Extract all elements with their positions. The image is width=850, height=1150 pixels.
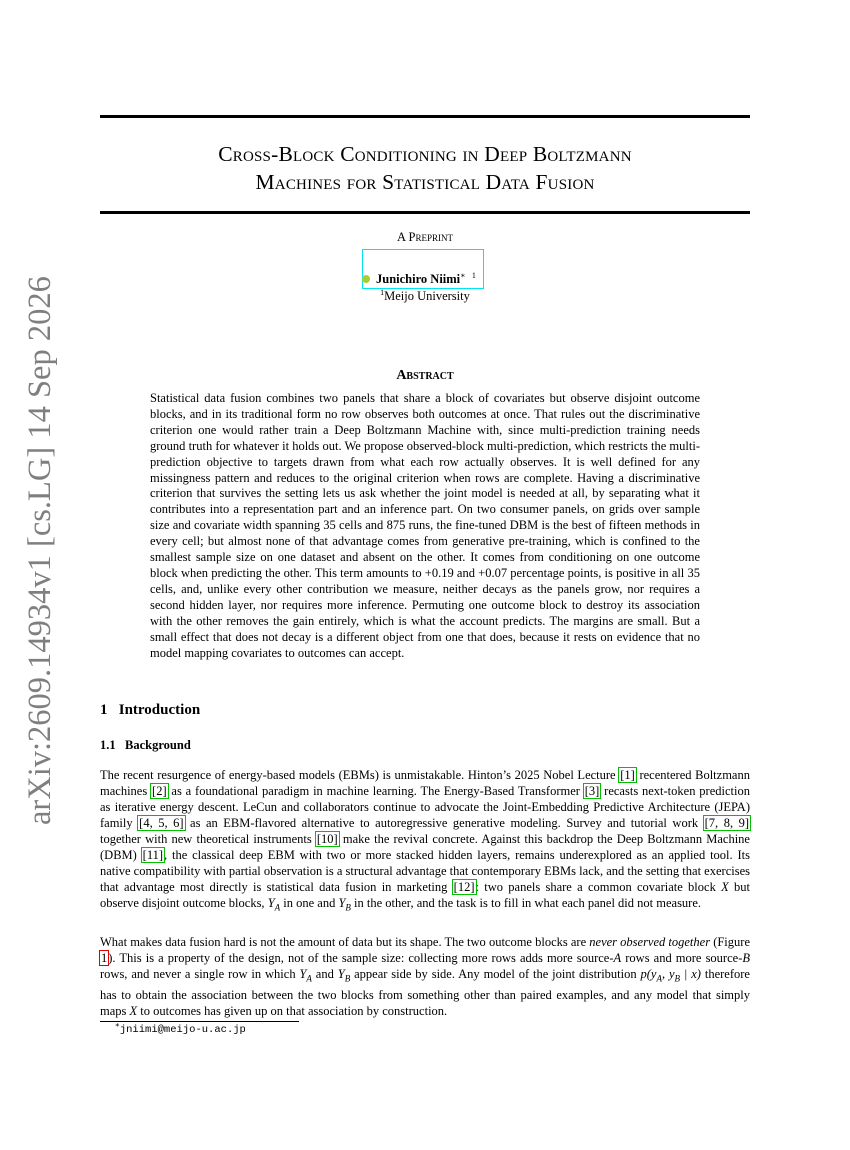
math-symbol: Y <box>267 896 275 910</box>
math-symbol: Y <box>338 896 346 910</box>
text-span: recentered Boltzmann machines <box>100 768 750 798</box>
paragraph-data-fusion <box>100 934 750 1019</box>
citation-link[interactable]: [2] <box>152 784 167 798</box>
affiliation-name: Meijo University <box>384 289 470 303</box>
math-symbol: A <box>613 951 622 965</box>
math-subscript: A <box>274 902 281 913</box>
text-span: What makes data fusion hard is not the amount of data but its shape. The two outcome blocks are <box>100 935 590 949</box>
text-span: The recent resurgence of energy-based models (EBMs) is unmistakable. Hinton’s 2025 Nobel Lecture <box>100 768 620 782</box>
text-span: therefore has to obtain the association between the two blocks from something other than paired examples, and any model that simply maps <box>100 967 750 1018</box>
text-span: (Figure <box>710 935 750 949</box>
citation-link[interactable]: [10] <box>316 832 338 846</box>
title-line-1: Cross-Block Conditioning in Deep Boltzmann <box>218 142 632 166</box>
text-span: as an EBM-flavored alternative to autoregressive generative modeling. Survey and tutorial work <box>184 816 704 830</box>
subsection-heading-background: 1.1 Background <box>100 738 191 752</box>
text-span: and <box>311 967 338 981</box>
section-heading-introduction: 1 Introduction <box>100 702 201 718</box>
text-span: as a foundational paradigm in machine learning. The Energy-Based Transformer <box>167 784 584 798</box>
paper-title <box>100 140 750 196</box>
citation-link[interactable]: [11] <box>142 848 164 862</box>
text-span: ). This is a property of the design, not of the sample size: collecting more rows adds more source- <box>108 951 614 965</box>
orcid-icon[interactable] <box>362 275 370 283</box>
text-span: , the classical deep EBM with two or more stacked hidden layers, remains underexplored as an applied tool. Its native compatibility with partial observation is a structural advantage that contemporary EBMs lack, and the setting that exercises that advantage most directly is statistical data fusion in marketing <box>100 848 750 894</box>
author-line <box>362 272 476 287</box>
author-affiliation-number: 1 <box>471 270 476 280</box>
title-line-2: Machines for Statistical Data Fusion <box>255 170 595 194</box>
math-symbol: X <box>129 1003 138 1018</box>
math-subscript: A <box>306 973 312 984</box>
text-span: in one and <box>280 896 339 910</box>
text-span: make the revival concrete. Against this backdrop the Deep Boltzmann Machine (DBM) <box>100 832 750 862</box>
top-rule <box>100 115 750 118</box>
abstract-heading: Abstract <box>396 368 454 383</box>
citation-link[interactable]: [1] <box>620 768 635 782</box>
math-expression: , y <box>661 967 675 981</box>
text-span: recasts next-token prediction as iterative energy descent. LeCun and collaborators continue to advocate the Joint-Embedding Predictive Architecture (JEPA) family <box>100 784 750 830</box>
text-span: in the other, and the task is to fill in what each panel did not measure. <box>350 896 702 910</box>
math-subscript: B <box>344 973 351 984</box>
math-symbol: Y <box>299 967 307 981</box>
abstract-body: Statistical data fusion combines two panels that share a block of covariates but observe disjoint outcome blocks, and in its traditional form no row observes both outcomes at once. That rules out the discriminative criterion one would rather train a Deep Boltzmann Machine with, since multi-prediction training needs ground truth for whatever it holds out. We propose observed-block multi-prediction, which restricts the multi-prediction objective to targets drawn from what each row actually observes. It is well defined for any missingness pattern and reduces to the original criterion when rows are complete. Having a discriminative criterion that survives the setting lets us ask whether the joint model is needed at all, by separating what it contributes into a representation part and an inference part. On two consumer panels, on grids over sample size and covariate width spanning 35 cells and 875 runs, the fine-tuned DBM is the best of fifteen methods in every cell; but almost none of that advantage comes from generative pre-training, which is confined to the smallest sample size on one dataset and absent on the other. It comes from conditioning on one outcome block when predicting the other. This term amounts to +0.19 and +0.07 percentage points, is positive in all 35 cells, and, unlike every other contribution we measure, neither decays as the panels grow, nor requires a second hidden layer, nor requires more inference. Permuting one outcome block to destroy its association with the other removes the gain entirely, which is what the account predicts. The margins are small. But a small effect that does not decay is a different object from one that does, because it rests on evidence that no model mapping covariates to outcomes can accept. <box>150 391 700 660</box>
paragraph-background <box>100 767 750 916</box>
emphasis-text: never observed together <box>589 935 711 949</box>
math-expression: | x) <box>680 967 701 981</box>
math-subscript: A <box>656 973 662 984</box>
footnote <box>115 1021 246 1036</box>
math-symbol: B <box>742 951 750 965</box>
author-name[interactable]: Junichiro Niimi <box>376 272 461 286</box>
arxiv-identifier: arXiv:2609.14934v1 [cs.LG] 14 Sep 2026 <box>22 276 58 825</box>
title-bottom-rule <box>100 211 750 214</box>
text-span: appear side by side. Any model of the joint distribution <box>350 967 641 981</box>
text-span: together with new theoretical instruments <box>100 832 316 846</box>
preprint-label: A Preprint <box>397 230 453 244</box>
footnote-mark: ∗ <box>115 1021 120 1031</box>
math-symbol: X <box>721 880 729 894</box>
text-span: but observe disjoint outcome blocks, <box>100 880 750 910</box>
math-symbol: Y <box>337 967 345 981</box>
affiliation <box>100 289 750 304</box>
citation-link[interactable]: [3] <box>584 784 600 798</box>
figure-reference-link[interactable]: 1 <box>101 951 108 965</box>
citation-link[interactable]: [12] <box>453 880 475 894</box>
math-subscript: B <box>345 902 351 913</box>
author-footnote-mark: ∗ <box>460 270 466 280</box>
text-span: : two panels share a common covariate block <box>475 880 722 894</box>
text-span: rows, and never a single row in which <box>100 967 300 981</box>
affiliation-number: 1 <box>380 287 385 297</box>
footnote-email[interactable]: jniimi@meijo-u.ac.jp <box>119 1024 246 1036</box>
citation-link[interactable]: [7, 8, 9] <box>704 816 749 830</box>
math-subscript: B <box>674 973 681 984</box>
text-span: to outcomes has given up on that association by construction. <box>137 1003 448 1018</box>
citation-link[interactable]: [4, 5, 6] <box>139 816 184 830</box>
text-span: rows and more source- <box>621 951 743 965</box>
math-expression: p(y <box>640 967 657 981</box>
footnote-rule <box>100 1021 299 1022</box>
